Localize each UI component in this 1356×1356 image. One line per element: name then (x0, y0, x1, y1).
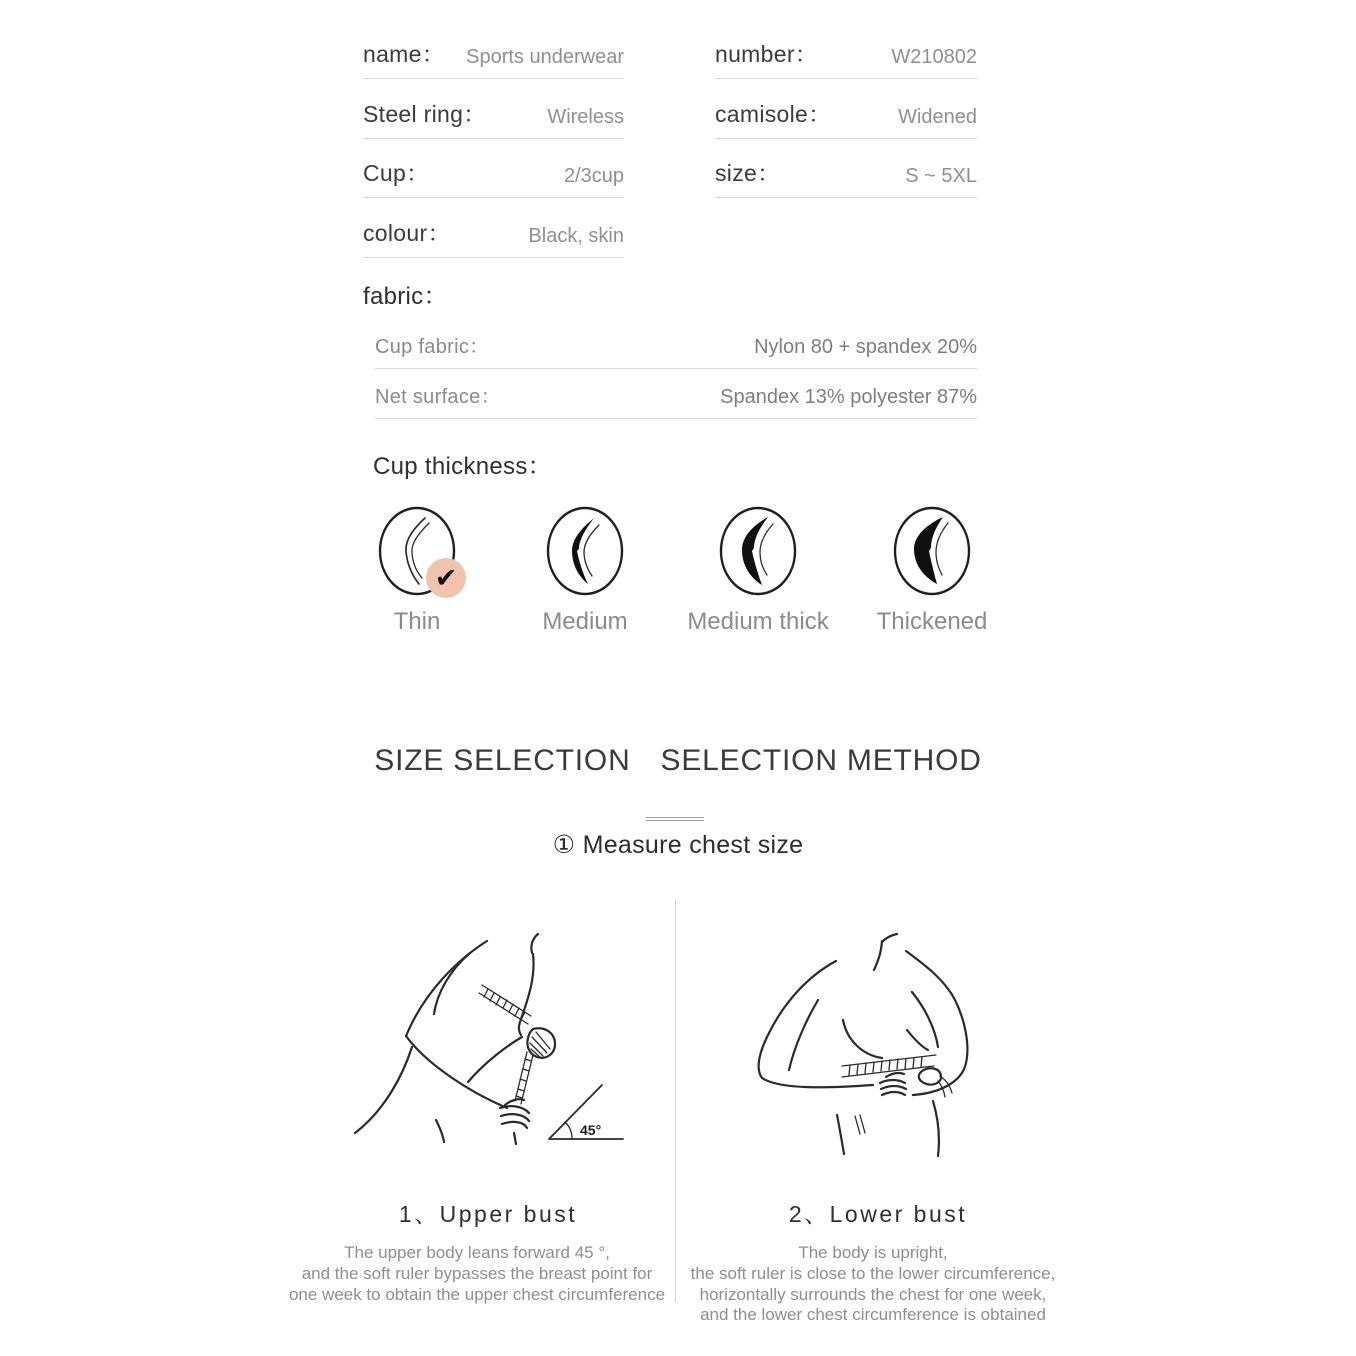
spec-value-colour: Black, skin (528, 225, 624, 247)
cup-label-medium: Medium (542, 608, 628, 635)
step-title-upper-bust: 1、Upper bust (398, 1201, 578, 1227)
spec-row-steel-ring (363, 92, 624, 139)
cup-thickness-option-medium-thick (716, 505, 800, 597)
upper-bust-measuring-illustration (300, 890, 676, 1190)
lower-bust-line: The body is upright, (798, 1243, 948, 1262)
upper-bust-description (277, 1243, 677, 1305)
lower-bust-line: horizontally surrounds the chest for one week, (699, 1284, 1047, 1304)
cup-label-medium-thick: Medium thick (687, 608, 829, 635)
spec-value-cup-fabric: Nylon 80 + spandex 20% (754, 336, 977, 358)
cup-label-thin: Thin (393, 608, 441, 635)
spec-row-cup-fabric (375, 322, 977, 369)
angle-45-label: 45° (580, 1122, 602, 1138)
size-selection-title-part1: SIZE SELECTION (374, 744, 631, 777)
spec-row-colour (363, 211, 624, 258)
lower-bust-measuring-illustration (700, 890, 1100, 1190)
spec-row-cup (363, 151, 624, 198)
cup-thickened-icon (890, 505, 974, 597)
spec-label-colour: colour： (363, 220, 451, 246)
cup-thickness-option-thickened (890, 505, 974, 597)
step-title-lower-bust: 2、Lower bust (788, 1201, 968, 1227)
lower-bust-line: and the lower chest circumference is obtained (700, 1305, 1046, 1325)
spec-value-size: S ~ 5XL (905, 165, 977, 187)
upper-bust-line: The upper body leans forward 45 °, (344, 1243, 610, 1262)
title-divider (646, 817, 704, 821)
spec-row-number (715, 32, 977, 79)
spec-row-net-surface (375, 372, 977, 419)
spec-label-size: size： (715, 160, 781, 186)
cup-thickness-option-medium (543, 505, 627, 597)
spec-label-name: name： (363, 41, 446, 67)
measure-chest-subtitle: ① Measure chest size (552, 831, 804, 859)
spec-value-cup: 2/3cup (563, 165, 624, 187)
spec-value-name: Sports underwear (466, 46, 624, 68)
spec-value-camisole: Widened (898, 106, 977, 128)
lower-bust-line: the soft ruler is close to the lower circumference, (690, 1263, 1056, 1283)
selected-check-icon: ✔ (426, 558, 466, 598)
spec-value-steel-ring: Wireless (547, 106, 624, 128)
spec-label-steel-ring: Steel ring： (363, 101, 487, 127)
upper-bust-line: and the soft ruler bypasses the breast point for (301, 1263, 653, 1283)
spec-label-cup: Cup： (363, 160, 430, 186)
spec-row-size (715, 151, 977, 198)
fabric-section-label: fabric： (363, 283, 448, 310)
cup-label-thickened: Thickened (876, 608, 988, 635)
spec-label-camisole: camisole： (715, 101, 832, 127)
size-selection-title (0, 744, 1356, 778)
upper-bust-line: one week to obtain the upper chest circumference (288, 1284, 666, 1304)
spec-label-number: number： (715, 41, 819, 67)
spec-value-number: W210802 (891, 46, 977, 68)
column-divider (675, 900, 676, 1302)
spec-label-net-surface: Net surface： (375, 386, 501, 408)
size-selection-title-part2: SELECTION METHOD (660, 744, 982, 777)
cup-medium-thick-icon (716, 505, 800, 597)
spec-label-cup-fabric: Cup fabric： (375, 336, 490, 358)
spec-row-camisole (715, 92, 977, 139)
cup-thickness-label: Cup thickness： (373, 453, 552, 480)
cup-medium-icon (543, 505, 627, 597)
spec-value-net-surface: Spandex 13% polyester 87% (720, 386, 977, 408)
lower-bust-description (673, 1243, 1073, 1326)
spec-row-name (363, 32, 624, 79)
